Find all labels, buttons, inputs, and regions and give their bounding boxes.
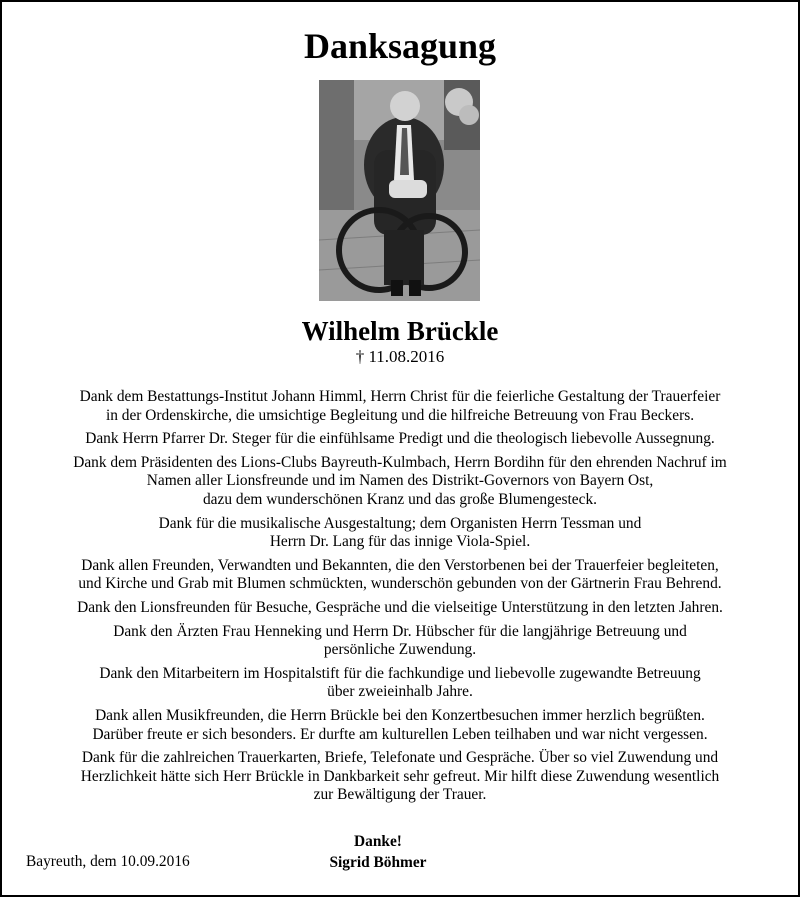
page-title: Danksagung: [303, 26, 497, 66]
thanks-paragraph: [22, 707, 778, 744]
text-line: in der Ordenskirche, die umsichtige Begleitung und die hilfreiche Betreuung von Frau Beckers.: [105, 406, 695, 424]
thanks-paragraph: [22, 454, 778, 510]
thanks-paragraph: [22, 665, 778, 702]
text-line: über zweieinhalb Jahre.: [327, 683, 473, 701]
deceased-name: Wilhelm Brückle: [301, 316, 499, 346]
thanks-word: Danke!: [354, 833, 402, 850]
thanks-text: [22, 388, 778, 810]
text-line: und Kirche und Grab mit Blumen schmückten, wunderschön gebunden von der Gärtnerin Frau Behrend.: [78, 575, 722, 593]
text-line: persönliche Zuwendung.: [323, 641, 477, 659]
text-line: Dank Herrn Pfarrer Dr. Steger für die einfühlsame Predigt und die theologisch liebevolle Aussegnung.: [85, 430, 715, 448]
thanks-paragraph: [22, 388, 778, 425]
death-date: † 11.08.2016: [355, 347, 445, 366]
thanks-paragraph: [22, 515, 778, 552]
text-line: Dank dem Präsidenten des Lions-Clubs Bayreuth-Kulmbach, Herrn Bordihn für den ehrenden Nachruf im: [73, 453, 727, 471]
portrait-icon: [319, 80, 480, 301]
place-date: Bayreuth, dem 10.09.2016: [26, 853, 190, 870]
text-line: Herzlichkeit hätte sich Herr Brückle in Dankbarkeit sehr gefreut. Mir hilft diese Zuwendung wesentlich: [80, 767, 720, 785]
thanks-paragraph: [22, 749, 778, 805]
text-line: Dank den Mitarbeitern im Hospitalstift für die fachkundige und liebevolle zugewandte Betreuung: [99, 664, 701, 682]
thanks-paragraph: [22, 557, 778, 594]
thanks-paragraph: [22, 623, 778, 660]
text-line: Dank für die musikalische Ausgestaltung; dem Organisten Herrn Tessman und: [158, 514, 642, 532]
text-line: Herrn Dr. Lang für das innige Viola-Spiel.: [269, 533, 531, 551]
text-line: zur Bewältigung der Trauer.: [313, 786, 487, 804]
text-line: Dank dem Bestattungs-Institut Johann Himml, Herrn Christ für die feierliche Gestaltung der Trauerfeier: [79, 388, 721, 405]
text-line: Dank den Lionsfreunden für Besuche, Gespräche und die vielseitige Unterstützung in den letzten Jahren.: [77, 598, 723, 616]
text-line: Dank allen Freunden, Verwandten und Bekannten, die den Verstorbenen bei der Trauerfeier begleiteten,: [81, 556, 719, 574]
text-line: dazu dem wunderschönen Kranz und das große Blumengesteck.: [202, 490, 598, 508]
signature-name: Sigrid Böhmer: [329, 854, 427, 871]
text-line: Dank den Ärzten Frau Henneking und Herrn Dr. Hübscher für die langjährige Betreuung und: [113, 622, 687, 640]
text-line: Dank allen Musikfreunden, die Herrn Brückle bei den Konzertbesuchen immer herzlich begrüßten.: [95, 706, 705, 724]
signature-block: [298, 831, 458, 873]
text-line: Namen aller Lionsfreunde und im Namen des Distrikt-Governors von Bayern Ost,: [146, 472, 654, 490]
thanks-paragraph: [22, 430, 778, 449]
text-line: Dank für die zahlreichen Trauerkarten, Briefe, Telefonate und Gespräche. Über so viel Zuwendung und: [81, 749, 719, 767]
portrait-photo: [319, 80, 480, 301]
text-line: Darüber freute er sich besonders. Er durfte am kulturellen Leben teilhaben und war nicht vergessen.: [92, 725, 708, 743]
thanks-paragraph: [22, 599, 778, 618]
